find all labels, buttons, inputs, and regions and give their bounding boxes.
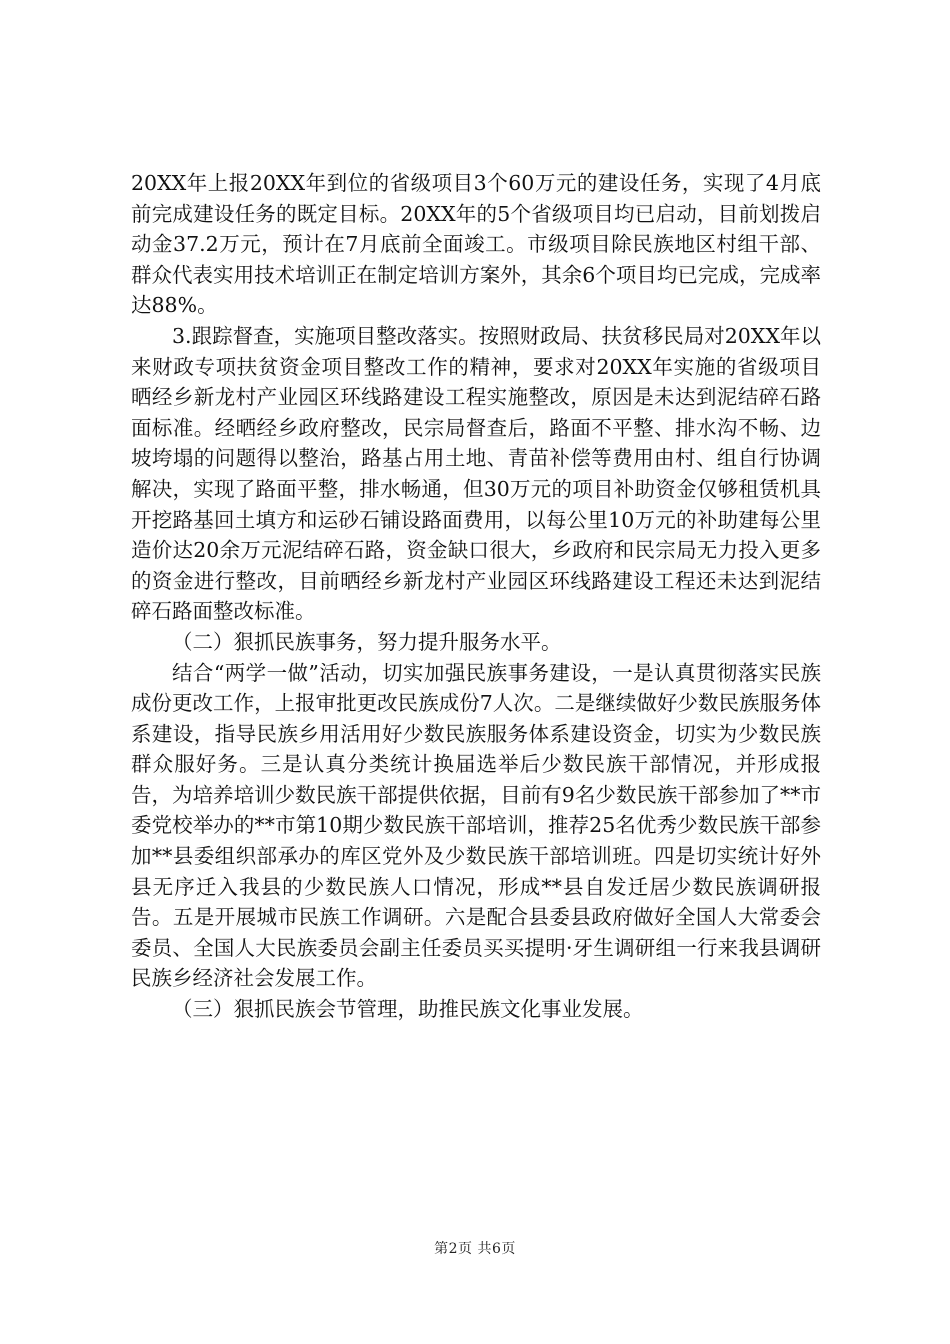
paragraph-ethnic-affairs: 结合“两学一做”活动，切实加强民族事务建设，一是认真贯彻落实民族成份更改工作，上报审批更改民族成份7人次。二是继续做好少数民族服务体系建设，指导民族乡用活用好少数民族服务体系建设资金，切实为少数民族群众服好务。三是认真分类统计换届选举后少数民族干部情况，并形成报告，为培养培训少数民族干部提供依据，目前有9名少数民族干部参加了**市委党校举办的**市第10期少数民族干部培训，推荐25名优秀少数民族干部参加**县委组织部承办的库区党外及少数民族干部培训班。四是切实统计好外县无序迁入我县的少数民族人口情况，形成**县自发迁居少数民族调研报告。五是开展城市民族工作调研。六是配合县委县政府做好全国人大常委会委员、全国人大民族委员会副主任委员买买提明·牙生调研组一行来我县调研民族乡经济社会发展工作。 [131,660,821,991]
page-number-footer: 第2页 共6页 [434,1241,516,1257]
paragraph-project-progress: 20XX年上报20XX年到位的省级项目3个60万元的建设任务，实现了4月底前完成建设任务的既定目标。20XX年的5个省级项目均已启动，目前划拨启动金37.2万元，预计在7月底前全面竣工。市级项目除民族地区村组干部、群众代表实用技术培训正在制定培训方案外，其余6个项目均已完成，完成率达88%。 [131,171,821,318]
section-heading-ethnic-affairs: （二）狠抓民族事务，努力提升服务水平。 [172,629,562,654]
paragraph-rectification: 3.跟踪督查，实施项目整改落实。按照财政局、扶贫移民局对20XX年以来财政专项扶贫资金项目整改工作的精神，要求对20XX年实施的省级项目晒经乡新龙村产业园区环线路建设工程实施整改，原因是未达到泥结碎石路面标准。经晒经乡政府整改，民宗局督查后，路面不平整、排水沟不畅、边坡垮塌的问题得以整治，路基占用土地、青苗补偿等费用由村、组自行协调解决，实现了路面平整，排水畅通，但30万元的项目补助资金仅够租赁机具开挖路基回土填方和运砂石铺设路面费用，以每公里10万元的补助建每公里造价达20余万元泥结碎石路，资金缺口很大，乡政府和民宗局无力投入更多的资金进行整改，目前晒经乡新龙村产业园区环线路建设工程还未达到泥结碎石路面整改标准。 [131,323,821,624]
section-heading-festival-management: （三）狠抓民族会节管理，助推民族文化事业发展。 [172,997,644,1022]
document-body [131,168,821,1025]
